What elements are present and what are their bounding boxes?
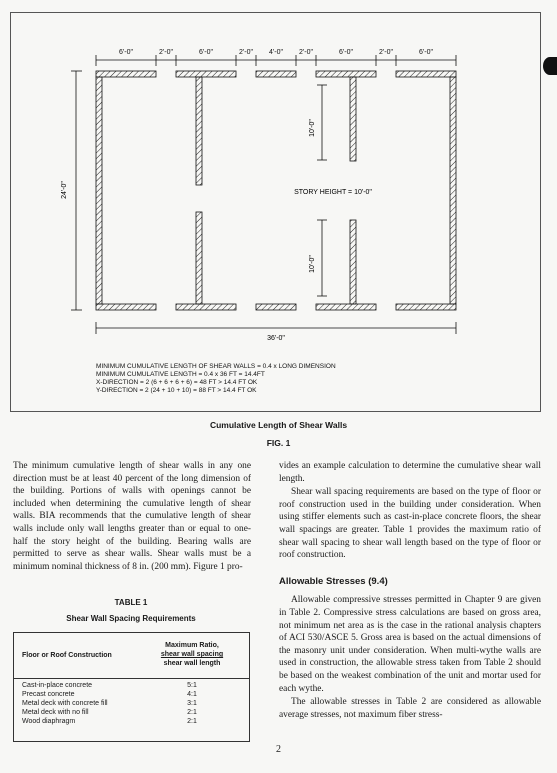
table-label: TABLE 1 [114, 598, 148, 607]
interior-dim-lower-label: 10'-0" [309, 255, 316, 273]
table-row [22, 699, 244, 708]
body-paragraph: vides an example calculation to determine the cumulative shear wall length. [279, 461, 541, 484]
cell-construction: Wood diaphragm [22, 718, 76, 725]
table-header [14, 633, 249, 679]
top-dim-label: 6'-0" [119, 49, 133, 56]
top-dimension-line [96, 55, 456, 66]
figure-note: MINIMUM CUMULATIVE LENGTH = 0.4 x 36 FT = 14.4FT [96, 371, 265, 378]
interior-wall [196, 212, 202, 304]
top-dim-label: 6'-0" [419, 49, 433, 56]
cell-ratio: 4:1 [187, 691, 197, 698]
right-column [279, 460, 541, 721]
story-height-label: STORY HEIGHT = 10'-0" [294, 189, 372, 196]
cell-construction: Cast-in-place concrete [22, 682, 93, 689]
col-header-construction: Floor or Roof Construction [22, 652, 112, 659]
cell-ratio: 2:1 [187, 709, 197, 716]
left-column [13, 460, 251, 573]
right-wall [450, 77, 456, 304]
wall-segment [96, 304, 156, 310]
wall-segment [396, 71, 456, 77]
figure-note: MINIMUM CUMULATIVE LENGTH OF SHEAR WALLS = 0.4 x LONG DIMENSION [96, 363, 336, 370]
cell-ratio: 3:1 [187, 700, 197, 707]
body-paragraph: The minimum cumulative length of shear walls in any one direction must be at least 40 percent of the long dimension of the building. Portions of walls with openings cannot be included when determining the cumulative length of shear walls. BIA recommends that the cumulative length of shear walls include only wall lengths greater than or equal to one-half the story height of the building. Bearing walls are permitted to serve as shear walls. Shear walls must be a minimum nominal thickness of 8 in. (200 mm). Figure 1 pro- [13, 461, 251, 572]
top-walls [96, 71, 456, 77]
table-row [22, 690, 244, 699]
bottom-dim-label: 36'-0" [267, 335, 285, 342]
table-row [22, 717, 244, 726]
cell-ratio: 5:1 [187, 682, 197, 689]
left-wall [96, 77, 102, 304]
interior-wall [350, 77, 356, 161]
top-dim-label: 6'-0" [199, 49, 213, 56]
wall-segment [316, 304, 376, 310]
table-row [22, 708, 244, 717]
interior-wall [350, 220, 356, 304]
figure-note: Y-DIRECTION = 2 (24 + 10 + 10) = 88 FT > 14.4 FT OK [96, 387, 257, 394]
wall-segment [256, 304, 296, 310]
side-walls [96, 77, 456, 304]
top-dim-label: 6'-0" [339, 49, 353, 56]
bottom-dimension-line [96, 322, 456, 334]
col-header-ratio-line: shear wall spacing [160, 651, 224, 658]
cell-ratio: 2:1 [187, 718, 197, 725]
interior-wall [196, 77, 202, 185]
cell-construction: Metal deck with concrete fill [22, 700, 108, 707]
wall-segment [96, 71, 156, 77]
wall-segment [396, 304, 456, 310]
table-row [22, 681, 244, 690]
body-paragraph: Allowable compressive stresses permitted in Chapter 9 are given in Table 2. Compressive stress calculations are based on gross area, not minimum net area as is the case in the rational analysis chapters of ACI 530/ASCE 5. Gross area is based on the actual dimensions of the masonry unit under consideration. When multi-wythe walls are used in construction, the allowable stress taken from Table 2 should be based on the weakest combination of the unit and mortar used for each wythe. [279, 595, 541, 694]
wall-segment [176, 71, 236, 77]
left-dim-label: 24'-0" [61, 181, 68, 199]
figure-note: X-DIRECTION = 2 (6 + 6 + 6 + 6) = 48 FT > 14.4 FT OK [96, 379, 258, 386]
top-dim-label: 2'-0" [299, 49, 313, 56]
top-dim-label: 2'-0" [159, 49, 173, 56]
top-dim-label: 4'-0" [269, 49, 283, 56]
col-header-ratio [142, 641, 242, 668]
top-dim-label: 2'-0" [239, 49, 253, 56]
body-paragraph: Shear wall spacing requirements are based on the type of floor or roof construction used in the building under consideration. When using stiffer elements such as cast-in-place concrete floors, the shear wall spacings are greater. Table 1 provides the maximum ratio of shear wall spacing to shear wall length based on the type of floor or roof construction. [279, 487, 541, 561]
figure-title: Cumulative Length of Shear Walls [209, 420, 348, 430]
col-header-ratio-line: shear wall length [163, 660, 221, 667]
table-title: Shear Wall Spacing Requirements [66, 614, 196, 623]
page-number: 2 [276, 744, 281, 755]
cell-construction: Metal deck with no fill [22, 709, 89, 716]
cell-construction: Precast concrete [22, 691, 75, 698]
top-dim-label: 2'-0" [379, 49, 393, 56]
figure-label: FIG. 1 [266, 438, 291, 448]
wall-segment [256, 71, 296, 77]
spacing-table [13, 632, 250, 742]
wall-segment [176, 304, 236, 310]
interior-dim-upper-label: 10'-0" [309, 119, 316, 137]
col-header-ratio-line: Maximum Ratio, [165, 642, 219, 649]
section-heading: Allowable Stresses (9.4) [279, 575, 388, 587]
left-dimension-line [71, 71, 82, 310]
wall-segment [316, 71, 376, 77]
bottom-walls [96, 304, 456, 310]
body-paragraph: The allowable stresses in Table 2 are considered as allowable average stresses, not maximum fiber stress- [279, 697, 541, 720]
